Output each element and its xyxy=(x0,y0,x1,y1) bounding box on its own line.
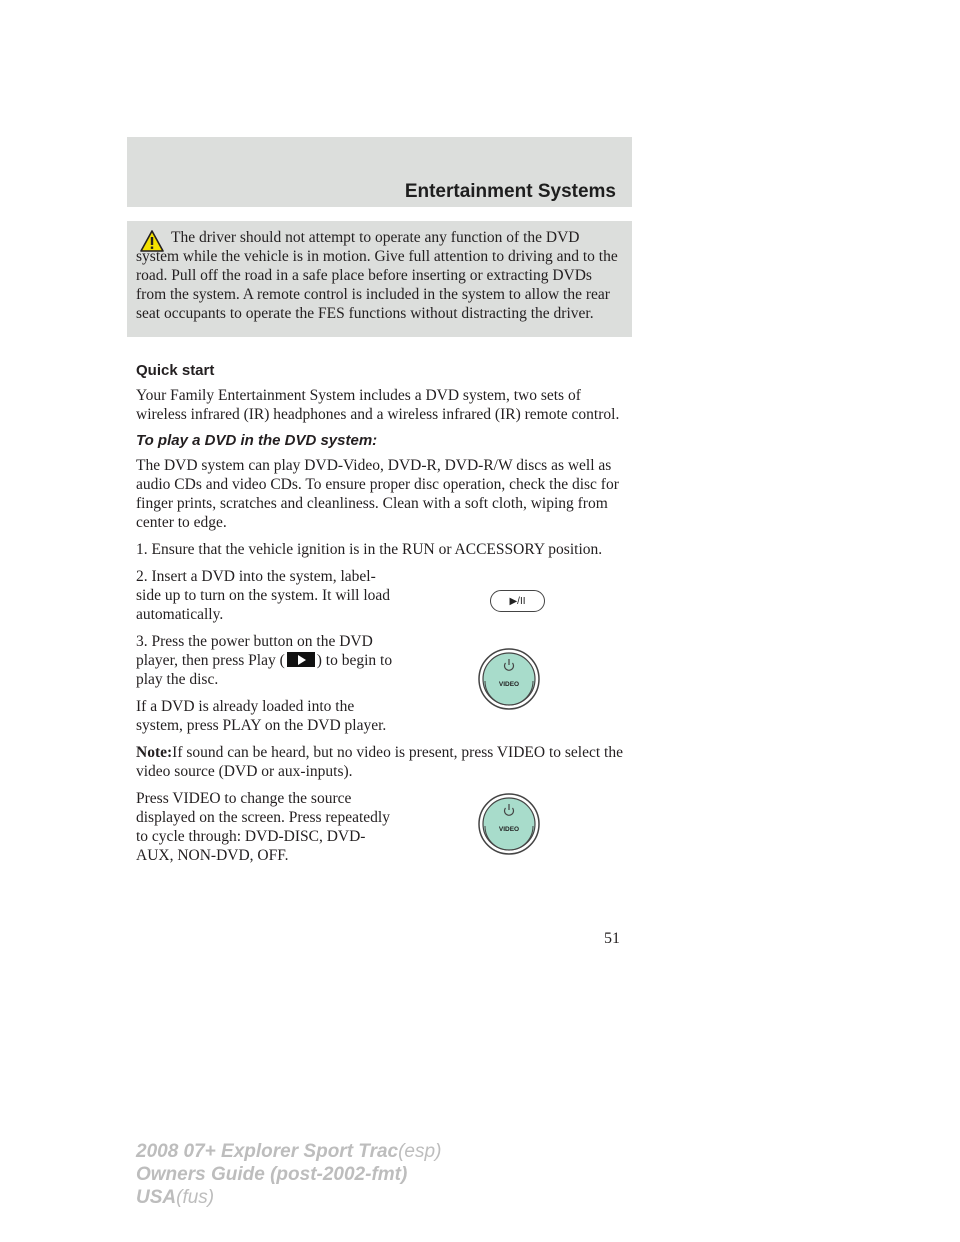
knob-label: VIDEO xyxy=(498,826,520,833)
footer-market: USA xyxy=(136,1187,177,1208)
play-dvd-heading: To play a DVD in the DVD system: xyxy=(136,432,378,449)
quick-start-intro: Your Family Entertainment System includes a DVD system, two sets of wireless infrared (IR) headphones and a wireless infrared (IR) remote control. xyxy=(136,387,620,423)
video-paragraph: Press VIDEO to change the source displayed on the screen. Press repeatedly to cycle through: DVD-DISC, DVD-AUX, NON-DVD, OFF. xyxy=(136,790,390,864)
disc-compat-paragraph: The DVD system can play DVD-Video, DVD-R, DVD-R/W discs as well as audio CDs and video CDs. To ensure proper disc operation, check the disc for finger prints, scratches and cleanliness. Clean with a soft cloth, wiping from center to edge. xyxy=(136,457,619,531)
page-number: 51 xyxy=(604,930,620,947)
knob-label: VIDEO xyxy=(498,681,520,688)
already-loaded-paragraph: If a DVD is already loaded into the system, press PLAY on the DVD player. xyxy=(136,698,387,734)
header-band xyxy=(127,137,632,207)
warning-text-content: The driver should not attempt to operate any function of the DVD system while the vehicle is in motion. Give full attention to driving and to the road. Pull off the road in a safe place before inserting or extracting DVDs from the system. A remote control is included in the system to allow the rear seat occupants to operate the FES functions without distracting the driver. xyxy=(136,229,618,322)
power-video-knob-illustration xyxy=(478,648,540,710)
play-pause-button-illustration xyxy=(490,590,545,612)
note-paragraph xyxy=(136,743,631,781)
footer-market-code: (fus) xyxy=(176,1187,215,1208)
power-video-knob-illustration xyxy=(478,793,540,855)
footer-model-code: (esp) xyxy=(398,1141,442,1162)
footer-line-1 xyxy=(136,1140,441,1163)
step-3-after: ) to begin to play the disc. xyxy=(136,652,393,688)
step-3-before: 3. Press the power button on the DVD player, then press Play ( xyxy=(136,633,373,669)
play-icon xyxy=(287,652,315,667)
footer-line-2: Owners Guide (post-2002-fmt) xyxy=(136,1164,408,1185)
main-content xyxy=(136,362,631,873)
play-pause-label: ▶/II xyxy=(509,595,526,607)
note-text: If sound can be heard, but no video is present, press VIDEO to select the video source (DVD or aux-inputs). xyxy=(136,744,623,780)
quick-start-heading: Quick start xyxy=(136,362,215,379)
note-label: Note: xyxy=(136,744,173,761)
footer xyxy=(136,1140,441,1209)
step-1: 1. Ensure that the vehicle ignition is in the RUN or ACCESSORY position. xyxy=(136,541,603,558)
step-2: 2. Insert a DVD into the system, label-side up to turn on the system. It will load automatically. xyxy=(136,568,391,623)
footer-line-3 xyxy=(136,1186,441,1209)
warning-box xyxy=(127,221,632,337)
warning-text xyxy=(127,228,621,323)
footer-model: 2008 07+ Explorer Sport Trac xyxy=(136,1141,399,1162)
step-3 xyxy=(136,632,396,689)
page-title: Entertainment Systems xyxy=(404,181,616,202)
